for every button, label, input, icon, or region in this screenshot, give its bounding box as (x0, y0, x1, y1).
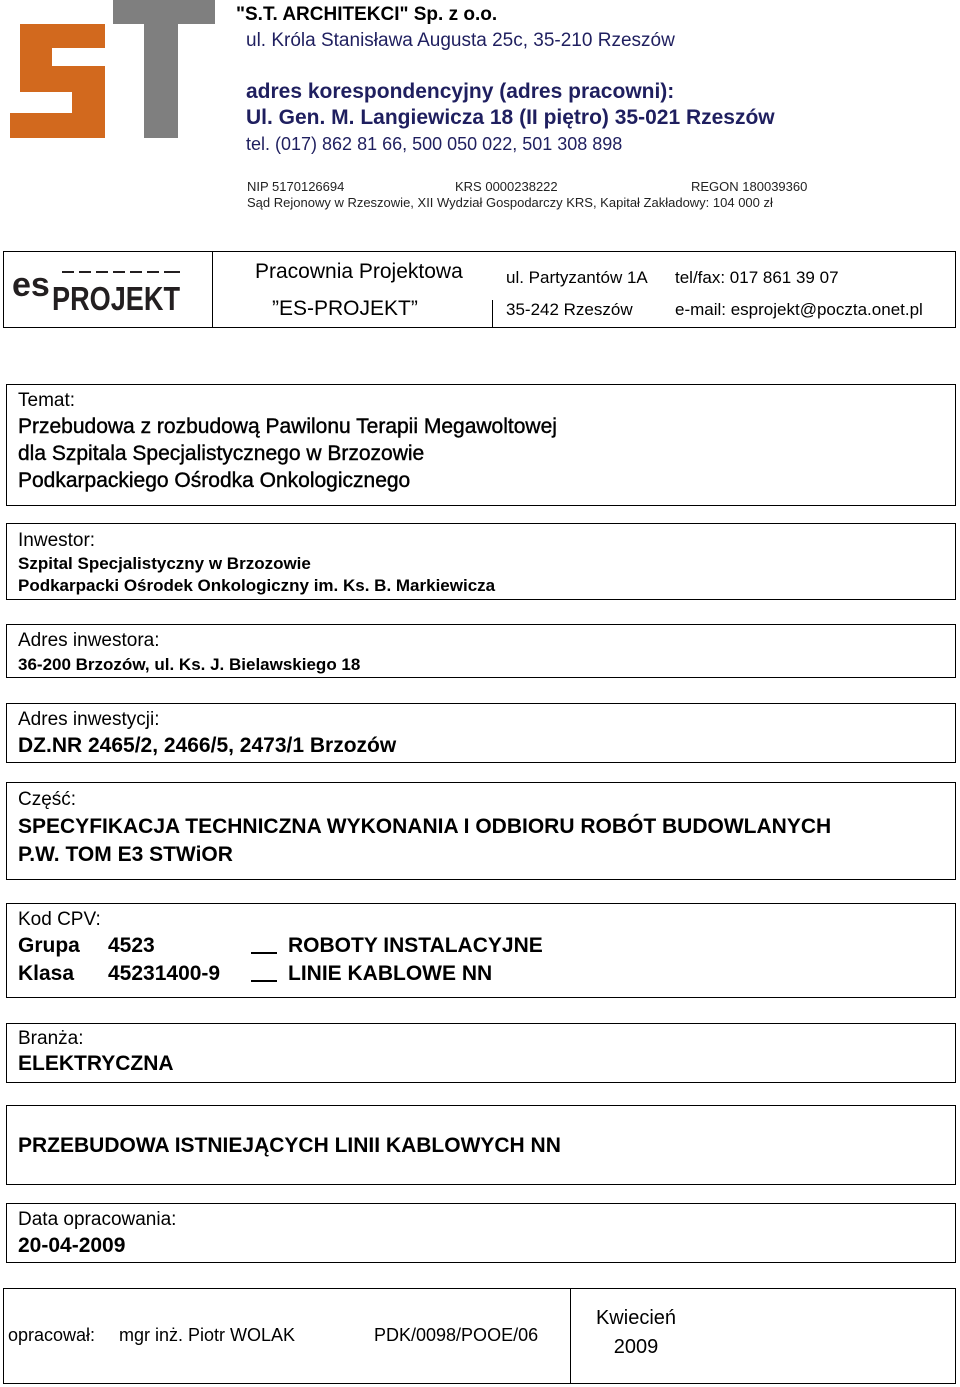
branza-label: Branża: (18, 1028, 84, 1049)
license-number: PDK/0098/POOE/06 (374, 1325, 539, 1345)
company-name: "S.T. ARCHITEKCI" Sp. z o.o. (236, 4, 498, 25)
date-value: 20-04-2009 (18, 1234, 126, 1257)
cpv-class-desc: LINIE KABLOWE NN (288, 962, 493, 985)
cpv-dash (251, 952, 277, 954)
es-logo-word: PROJEKT (52, 280, 180, 317)
es-logo-prefix: es (12, 266, 50, 304)
subject-box (6, 1105, 956, 1185)
banner-divider (492, 300, 493, 327)
adres-inwestora-box (6, 624, 956, 678)
company-address: ul. Króla Stanisława Augusta 25c, 35-210 Rzeszów (246, 30, 675, 51)
czesc-label: Część: (18, 789, 77, 810)
banner-divider (212, 252, 213, 327)
adres-inwestycji-value: DZ.NR 2465/2, 2466/5, 2473/1 Brzozów (18, 734, 397, 757)
branza-value: ELEKTRYCZNA (18, 1052, 174, 1075)
date-label: Data opracowania: (18, 1209, 177, 1230)
temat-line-3: Podkarpackiego Ośrodka Onkologicznego (18, 469, 411, 492)
footer-year: 2009 (613, 1336, 659, 1358)
temat-label: Temat: (18, 390, 76, 411)
cpv-class-code: 45231400-9 (108, 962, 221, 985)
czesc-line-1: SPECYFIKACJA TECHNICZNA WYKONANIA I ODBIORU ROBÓT BUDOWLANYCH (18, 815, 832, 838)
regon-number: REGON 180039360 (691, 179, 808, 194)
temat-box (6, 384, 956, 506)
nip-number: NIP 5170126694 (247, 179, 345, 194)
cpv-group-kind: Grupa (18, 934, 80, 957)
subject-title: PRZEBUDOWA ISTNIEJĄCYCH LINII KABLOWYCH NN (18, 1134, 561, 1157)
czesc-line-2: P.W. TOM E3 STWiOR (18, 843, 233, 866)
inwestor-label: Inwestor: (18, 530, 96, 551)
inwestor-box (6, 523, 956, 600)
studio-title: Pracownia Projektowa (255, 260, 463, 283)
studio-name: ”ES-PROJEKT” (272, 297, 418, 320)
correspondence-label: adres korespondencyjny (adres pracowni): (246, 80, 675, 103)
cpv-dash (251, 980, 277, 982)
cpv-group-code: 4523 (108, 934, 155, 957)
cpv-box (6, 903, 956, 998)
author-name: mgr inż. Piotr WOLAK (119, 1325, 296, 1345)
adres-inwestycji-box (6, 703, 956, 763)
adres-inwestora-label: Adres inwestora: (18, 630, 160, 651)
correspondence-address: Ul. Gen. M. Langiewicza 18 (II piętro) 35-021 Rzeszów (246, 106, 775, 129)
adres-inwestora-value: 36-200 Brzozów, ul. Ks. J. Bielawskiego 18 (18, 655, 361, 674)
inwestor-line-2: Podkarpacki Ośrodek Onkologiczny im. Ks. B. Markiewicza (18, 576, 496, 595)
studio-city: 35-242 Rzeszów (506, 300, 633, 319)
footer-month: Kwiecień (595, 1307, 677, 1329)
inwestor-line-1: Szpital Specjalistyczny w Brzozowie (18, 554, 311, 573)
studio-street: ul. Partyzantów 1A (506, 268, 648, 287)
date-box (6, 1203, 956, 1263)
court-registration: Sąd Rejonowy w Rzeszowie, XII Wydział Gospodarczy KRS, Kapitał Zakładowy: 104 000 zł (247, 195, 773, 210)
es-projekt-logo (12, 264, 188, 320)
studio-phone: tel/fax: 017 861 39 07 (675, 268, 839, 287)
cpv-class-kind: Klasa (18, 962, 75, 985)
branza-box (6, 1023, 956, 1083)
studio-email: e-mail: esprojekt@poczta.onet.pl (675, 300, 923, 319)
temat-line-2: dla Szpitala Specjalistycznego w Brzozowie (18, 442, 425, 465)
temat-line-1: Przebudowa z rozbudową Pawilonu Terapii Megawoltowej (18, 415, 557, 438)
krs-number: KRS 0000238222 (455, 179, 558, 194)
st-architekci-logo (10, 0, 230, 138)
cpv-group-desc: ROBOTY INSTALACYJNE (288, 934, 543, 957)
cpv-label: Kod CPV: (18, 909, 101, 930)
company-phone: tel. (017) 862 81 66, 500 050 022, 501 308 898 (246, 134, 623, 154)
prepared-by-label: opracował: (8, 1325, 96, 1345)
adres-inwestycji-label: Adres inwestycji: (18, 709, 160, 730)
czesc-box (6, 782, 956, 880)
